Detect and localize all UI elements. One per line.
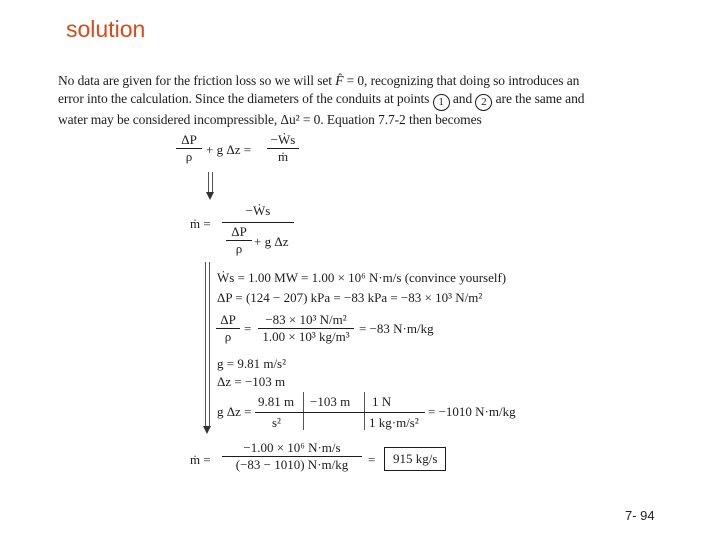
intro-line-2-start: error into the calculation. Since the diameters of the conduits at points [58,91,433,106]
gravity-value: g = 9.81 m/s² [217,356,287,371]
point-2-marker: 2 [475,94,492,111]
gdz-denominator-1: s² [272,415,281,430]
gdz-result: = −1010 N·m/kg [428,404,516,419]
intro-line-1-start: No data are given for the friction loss so we will set [58,73,336,88]
final-numerator: −1.00 × 10⁶ N·m/s [243,440,341,455]
power-value: Ẇs = 1.00 MW = 1.00 × 10⁶ N·m/s (convince yourself) [217,270,507,285]
eq1-middle: + g Δz = [206,142,252,157]
intro-line-2-and: and [449,91,476,106]
eq2-lhs: ṁ = [190,216,211,231]
point-1-marker: 1 [433,94,450,111]
dp-rho-equals: = [244,321,252,336]
intro-line-1 [58,72,670,90]
eq1-lhs-fraction [176,132,202,165]
gdz-fraction-bar [255,412,425,413]
gdz-divider-1 [303,392,304,430]
final-lhs: ṁ = [190,452,211,467]
eq1-rhs-denominator: ṁ [267,148,299,165]
dp-rho-result: = −83 N·m/kg [359,321,434,336]
eq2-inner-fraction [226,224,252,257]
gdz-numerator-2: −103 m [310,394,351,409]
values-arrow-head [203,426,211,434]
final-fraction [222,440,362,473]
friction-symbol: F̂ [335,73,344,88]
dp-rho-numerator: −83 × 10³ N/m² [265,312,347,327]
pressure-change-value: ΔP = (124 − 207) kPa = −83 kPa = −83 × 10³ N/m² [217,290,483,305]
eq1-rhs-fraction [267,132,299,165]
intro-line-2-end: are the same and [492,91,585,106]
intro-line-2 [58,90,670,111]
derivation-arrow-head [206,192,214,200]
gdz-numerator-1: 9.81 m [258,394,295,409]
derivation-arrow-line-right [212,172,213,194]
elevation-change-value: Δz = −103 m [217,374,286,389]
values-bracket-line-left [205,262,206,427]
eq1-lhs-numerator: ΔP [181,132,197,147]
gdz-denominator-3: 1 kg·m/s² [369,415,419,430]
gdz-numerator-3: 1 N [372,394,392,409]
eq1-rhs-numerator: −Ẇs [270,132,296,147]
derivation-arrow-line-left [208,172,209,194]
page-number: 7- 94 [625,508,655,523]
final-equals: = [368,452,376,467]
intro-paragraph [58,72,670,129]
eq2-numerator: −Ẇs [245,203,271,218]
eq2-inner-numerator: ΔP [231,224,247,239]
values-bracket-line-right [209,262,210,427]
eq1-lhs-denominator: ρ [176,148,202,165]
eq2-denominator-tail: + g Δz [254,234,289,249]
gdz-lhs: g Δz = [217,404,252,419]
final-denominator: (−83 − 1010) N·m/kg [222,456,362,473]
dp-rho-lhs-fraction [216,312,240,345]
gdz-divider-2 [364,392,365,430]
dp-rho-lhs-numerator: ΔP [220,312,236,327]
slide-title: solution [66,16,146,42]
eq2-inner-denominator: ρ [226,240,252,257]
intro-line-1-end: = 0, recognizing that doing so introduces an [343,73,580,88]
intro-line-3: water may be considered incompressible, Δu² = 0. Equation 7.7-2 then becomes [58,112,482,127]
dp-rho-lhs-denominator: ρ [216,328,240,345]
dp-rho-denominator: 1.00 × 10³ kg/m³ [258,328,354,345]
dp-rho-fraction [258,312,354,345]
final-answer-box: 915 kg/s [384,447,446,471]
eq2-fraction-bar [222,222,294,223]
